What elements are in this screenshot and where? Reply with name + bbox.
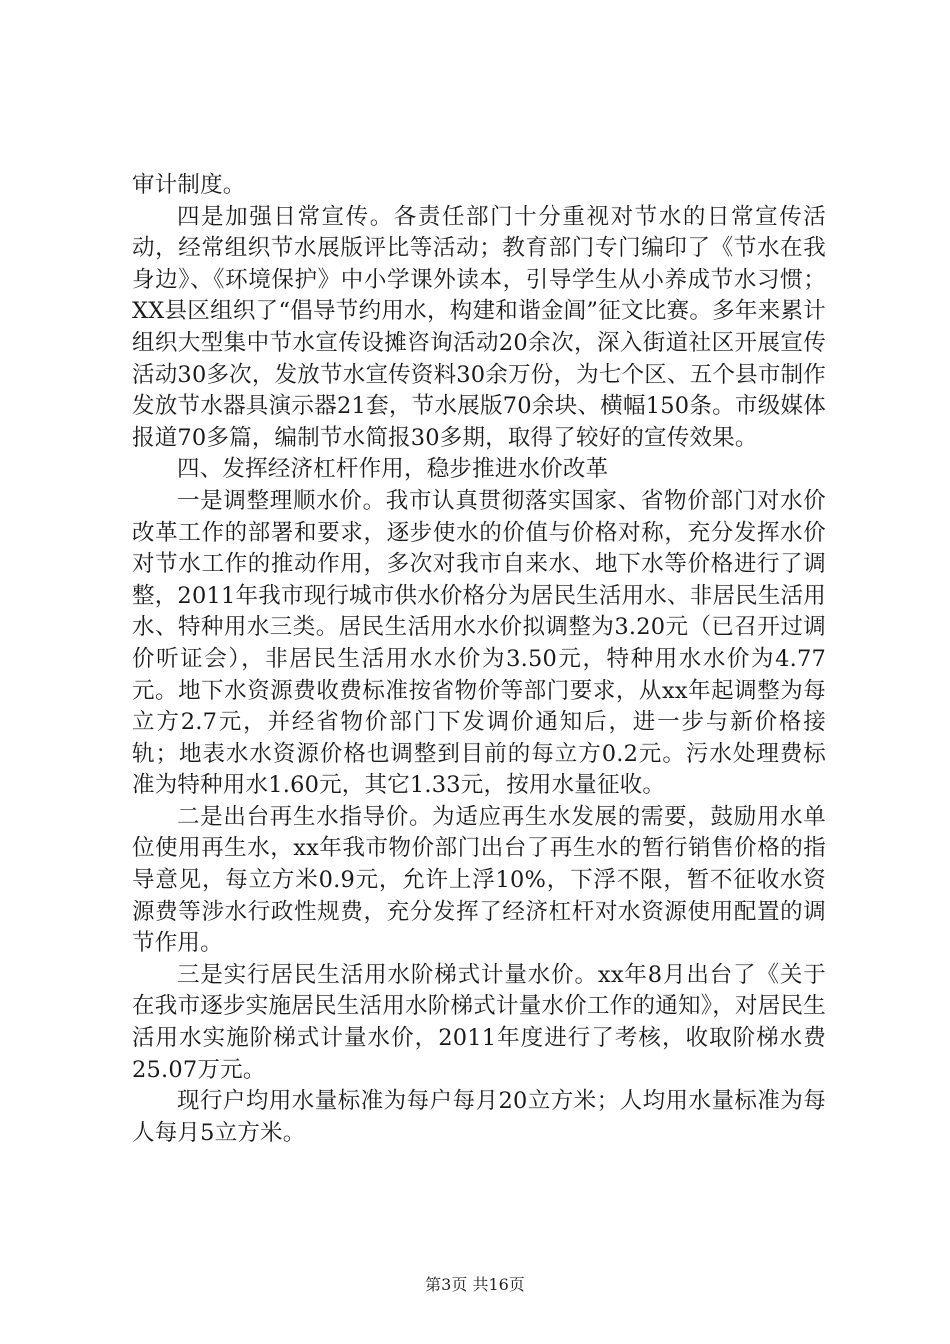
paragraph-publicity: 四是加强日常宣传。各责任部门十分重视对节水的日常宣传活动，经常组织节水展版评比等活动；教育部门专门编印了《节水在我身边》、《环境保护》中小学课外读本，引导学生从小养成节水习惯；XX县区组织了“倡导节约用水，构建和谐金阊”征文比赛。多年来累计组织大型集中节水宣传设摊咨询活动20余次，深入街道社区开展宣传活动30多次，发放节水宣传资料30余万份，为七个区、五个县市制作发放节水器具演示器21套，节水展版70余块、横幅150条。市级媒体报道70多篇，编制节水简报30多期，取得了较好的宣传效果。 [132,203,826,451]
paragraph-usage-standard: 现行户均用水量标准为每户每月20立方米；人均用水量标准为每人每月5立方米。 [132,1088,826,1146]
paragraph-reclaimed-water-price: 二是出台再生水指导价。为适应再生水发展的需要，鼓励用水单位使用再生水，xx年我市物价部门出台了再生水的暂行销售价格的指导意见，每立方米0.9元，允许上浮10%，下浮不限，暂不征收水资源费等涉水行政性规费，充分发挥了经济杠杆对水资源使用配置的调节作用。 [132,803,826,957]
page-number: 第3页 共16页 [425,1275,525,1294]
document-body [132,170,826,1149]
paragraph-continuation: 审计制度。 [132,172,246,198]
paragraph-water-price-adjustment: 一是调整理顺水价。我市认真贯彻落实国家、省物价部门对水价改革工作的部署和要求，逐步使水的价值与价格对称，充分发挥水价对节水工作的推动作用，多次对我市自来水、地下水等价格进行了调整，2011年我市现行城市供水价格分为居民生活用水、非居民生活用水、特种用水三类。居民生活用水水价拟调整为3.20元（已召开过调价听证会），非居民生活用水水价为3.50元，特种用水水价为4.77元。地下水资源费收费标准按省物价等部门要求，从xx年起调整为每立方2.7元，并经省物价部门下发调价通知后，进一步与新价格接轨；地表水水资源价格也调整到目前的每立方0.2元。污水处理费标准为特种用水1.60元，其它1.33元，按用水量征收。 [132,487,826,799]
section-heading: 四、发挥经济杠杆作用，稳步推进水价改革 [177,456,609,483]
paragraph-tiered-pricing: 三是实行居民生活用水阶梯式计量水价。xx年8月出台了《关于在我市逐步实施居民生活用水阶梯式计量水价工作的通知》，对居民生活用水实施阶梯式计量水价，2011年度进行了考核，收取阶梯水费25.07万元。 [132,961,826,1083]
